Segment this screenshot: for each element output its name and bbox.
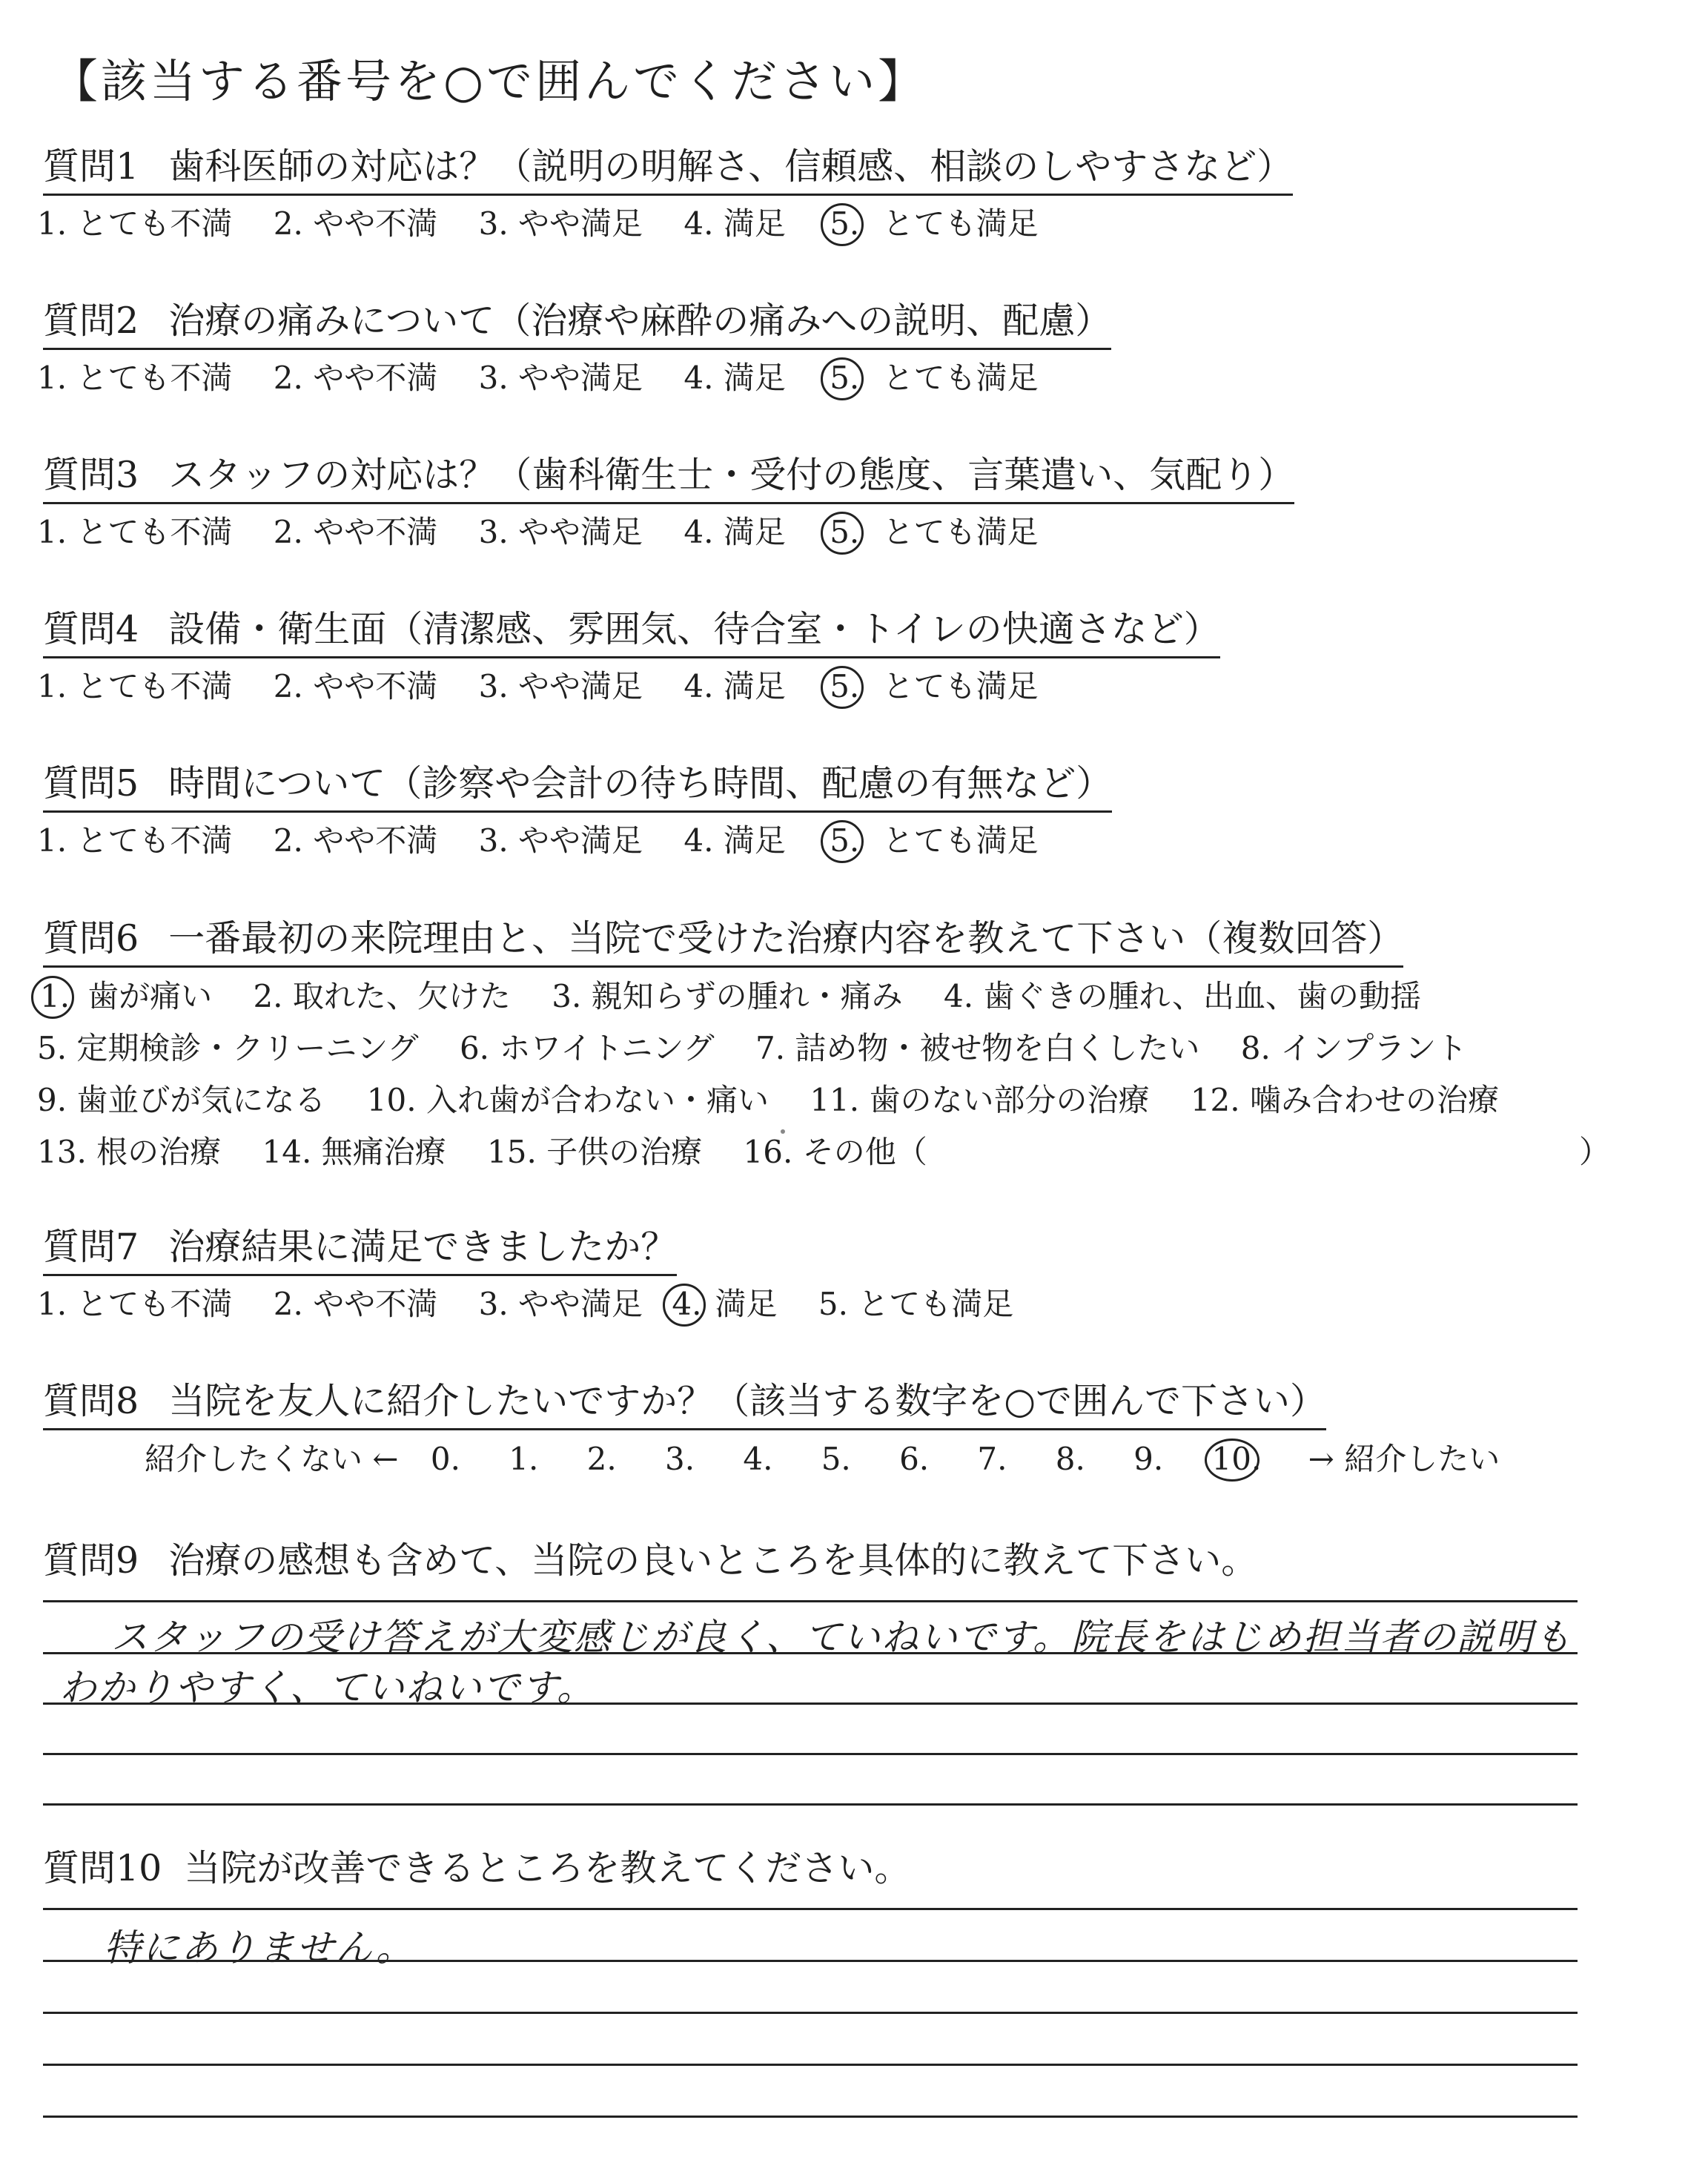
option-5-circled[interactable]: 5.	[827, 666, 862, 707]
option-3[interactable]: 3. やや満足	[478, 360, 643, 396]
writing-line	[43, 1908, 1578, 1910]
option-5-label: とても満足	[882, 514, 1039, 550]
question-number: 質問8	[43, 1380, 139, 1422]
question-number: 質問2	[43, 300, 139, 342]
option-9[interactable]: 9. 歯並びが気になる	[37, 1082, 326, 1118]
question-6-row-4[interactable]	[37, 1132, 959, 1173]
question-text: 当院を友人に紹介したいですか？（該当する数字を○で囲んで下さい）	[168, 1380, 1326, 1422]
option-14[interactable]: 14. 無痛治療	[262, 1134, 446, 1170]
option-16-other[interactable]: 16. その他（	[743, 1134, 927, 1170]
scale-7[interactable]: 7.	[977, 1441, 1007, 1477]
scale-1[interactable]: 1.	[509, 1441, 539, 1477]
option-6[interactable]: 6. ホワイトニング	[459, 1030, 715, 1066]
question-7-title	[43, 1225, 677, 1276]
option-3[interactable]: 3. やや満足	[478, 822, 643, 859]
question-text: 設備・衛生面（清潔感、雰囲気、待合室・トイレの快適さなど）	[168, 608, 1220, 650]
question-number: 質問3	[43, 454, 139, 496]
option-2[interactable]: 2. やや不満	[273, 514, 438, 550]
option-2[interactable]: 2. やや不満	[273, 822, 438, 859]
writing-line	[43, 1702, 1578, 1705]
option-5-label: とても満足	[882, 668, 1039, 704]
option-5-label: とても満足	[882, 822, 1039, 859]
option-5-circled[interactable]: 5.	[827, 820, 862, 862]
question-text: 当院が改善できるところを教えてください。	[184, 1847, 911, 1889]
question-number: 質問1	[43, 145, 139, 188]
option-5-circled[interactable]: 5.	[827, 357, 862, 399]
option-10[interactable]: 10. 入れ歯が合わない・痛い	[366, 1082, 769, 1118]
option-2[interactable]: 2. やや不満	[273, 360, 438, 396]
handwritten-answer-line-2[interactable]: わかりやすく、ていねいです。	[59, 1666, 595, 1709]
option-3[interactable]: 3. やや満足	[478, 1286, 643, 1322]
question-number: 質問10	[43, 1847, 162, 1889]
option-4-circled[interactable]: 4.	[669, 1284, 704, 1325]
option-5-label: とても満足	[882, 205, 1039, 242]
option-5[interactable]: 5. 定期検診・クリーニング	[37, 1030, 419, 1066]
scale-10-circled[interactable]: 10.	[1212, 1439, 1262, 1480]
writing-line	[43, 1600, 1578, 1602]
option-5[interactable]: 5. とても満足	[818, 1286, 1014, 1322]
handwritten-answer-line-1[interactable]: スタッフの受け答えが大変感じが良く、ていねいです。院長をはじめ担当者の説明も	[111, 1616, 1572, 1659]
question-7-options[interactable]	[37, 1284, 1045, 1325]
option-11[interactable]: 11. 歯のない部分の治療	[810, 1082, 1150, 1118]
scale-8[interactable]: 8.	[1055, 1441, 1085, 1477]
recommend-scale[interactable]	[145, 1439, 1500, 1480]
question-6-row-1[interactable]	[37, 976, 1452, 1017]
question-6-title	[43, 916, 1403, 968]
scale-2[interactable]: 2.	[586, 1441, 617, 1477]
option-2[interactable]: 2. やや不満	[273, 1286, 438, 1322]
option-1[interactable]: 1. とても不満	[37, 514, 233, 550]
question-5-title	[43, 762, 1112, 813]
option-4[interactable]: 4. 歯ぐきの腫れ、出血、歯の動揺	[944, 978, 1421, 1014]
question-10-title	[43, 1846, 910, 1895]
option-3[interactable]: 3. 親知らずの腫れ・痛み	[552, 978, 903, 1014]
question-8-title	[43, 1379, 1326, 1430]
option-1-label: 歯が痛い	[87, 978, 213, 1014]
option-3[interactable]: 3. やや満足	[478, 514, 643, 550]
option-4[interactable]: 4. 満足	[683, 514, 786, 550]
option-1-circled[interactable]: 1.	[37, 976, 73, 1017]
option-12[interactable]: 12. 噛み合わせの治療	[1190, 1082, 1499, 1118]
option-13[interactable]: 13. 根の治療	[37, 1134, 222, 1170]
option-1[interactable]: 1. とても不満	[37, 668, 233, 704]
scale-0[interactable]: 0.	[430, 1441, 460, 1477]
question-2-title	[43, 299, 1111, 350]
option-4[interactable]: 4. 満足	[683, 360, 786, 396]
question-3-options[interactable]	[37, 512, 1039, 553]
question-text: スタッフの対応は？（歯科衛生士・受付の態度、言葉遣い、気配り）	[168, 454, 1295, 496]
question-4-options[interactable]	[37, 666, 1039, 707]
writing-line	[43, 1753, 1578, 1755]
question-text: 一番最初の来院理由と、当院で受けた治療内容を教えて下さい（複数回答）	[168, 917, 1404, 960]
writing-line	[43, 1960, 1578, 1962]
question-number: 質問4	[43, 608, 139, 650]
option-2[interactable]: 2. やや不満	[273, 668, 438, 704]
question-1-options[interactable]	[37, 203, 1039, 245]
page-title: 【該当する番号を○で囲んでください】	[52, 54, 927, 108]
option-1[interactable]: 1. とても不満	[37, 205, 233, 242]
writing-line	[43, 2116, 1578, 2118]
option-1[interactable]: 1. とても不満	[37, 822, 233, 859]
question-9-title	[43, 1539, 1257, 1588]
scale-4[interactable]: 4.	[743, 1441, 773, 1477]
option-5-label: とても満足	[882, 360, 1039, 396]
question-text: 歯科医師の対応は？（説明の明解さ、信頼感、相談のしやすさなど）	[168, 145, 1294, 188]
scale-left-label: 紹介したくない ←	[145, 1441, 399, 1477]
option-4[interactable]: 4. 満足	[683, 668, 786, 704]
question-4-title	[43, 607, 1220, 658]
question-6-row-2[interactable]	[37, 1028, 1498, 1069]
question-text: 治療結果に満足できましたか？	[168, 1226, 678, 1268]
question-6-row-3[interactable]	[37, 1080, 1530, 1121]
option-4[interactable]: 4. 満足	[683, 205, 786, 242]
option-5-circled[interactable]: 5.	[827, 512, 862, 553]
option-3[interactable]: 3. やや満足	[478, 205, 643, 242]
question-text: 治療の感想も含めて、当院の良いところを具体的に教えて下さい。	[168, 1539, 1258, 1582]
question-text: 時間について（診察や会計の待ち時間、配慮の有無など）	[168, 762, 1113, 805]
question-1-title	[43, 145, 1293, 196]
question-2-options[interactable]	[37, 357, 1039, 399]
writing-line	[43, 2012, 1578, 2014]
scale-9[interactable]: 9.	[1133, 1441, 1164, 1477]
option-8[interactable]: 8. インプラント	[1240, 1030, 1468, 1066]
option-5-label: とても満足	[858, 1286, 1014, 1322]
writing-line	[43, 1652, 1578, 1654]
option-3[interactable]: 3. やや満足	[478, 668, 643, 704]
question-number: 質問6	[43, 917, 139, 960]
option-1[interactable]: 1. とても不満	[37, 1286, 233, 1322]
option-4-label: 満足	[715, 1286, 778, 1322]
writing-line	[43, 2064, 1578, 2066]
handwritten-answer-line-1[interactable]: 特にありません。	[104, 1926, 414, 1969]
writing-line	[43, 1803, 1578, 1806]
question-text: 治療の痛みについて（治療や麻酔の痛みへの説明、配慮）	[168, 300, 1112, 342]
scale-right-label: → 紹介したい	[1308, 1441, 1500, 1477]
stray-mark	[781, 1129, 785, 1134]
option-2[interactable]: 2. やや不満	[273, 205, 438, 242]
scale-3[interactable]: 3.	[664, 1441, 695, 1477]
scale-5[interactable]: 5.	[821, 1441, 851, 1477]
question-number: 質問7	[43, 1226, 139, 1268]
question-number: 質問5	[43, 762, 139, 805]
option-1[interactable]: 1. とても不満	[37, 360, 233, 396]
question-3-title	[43, 453, 1294, 504]
option-2[interactable]: 2. 取れた、欠けた	[253, 978, 511, 1014]
option-5-circled[interactable]: 5.	[827, 203, 862, 245]
question-5-options[interactable]	[37, 820, 1039, 862]
other-close-paren: ）	[1579, 1134, 1611, 1170]
scale-6[interactable]: 6.	[899, 1441, 930, 1477]
option-15[interactable]: 15. 子供の治療	[487, 1134, 703, 1170]
question-number: 質問9	[43, 1539, 139, 1582]
option-7[interactable]: 7. 詰め物・被せ物を白くしたい	[755, 1030, 1200, 1066]
option-4[interactable]: 4. 満足	[683, 822, 786, 859]
